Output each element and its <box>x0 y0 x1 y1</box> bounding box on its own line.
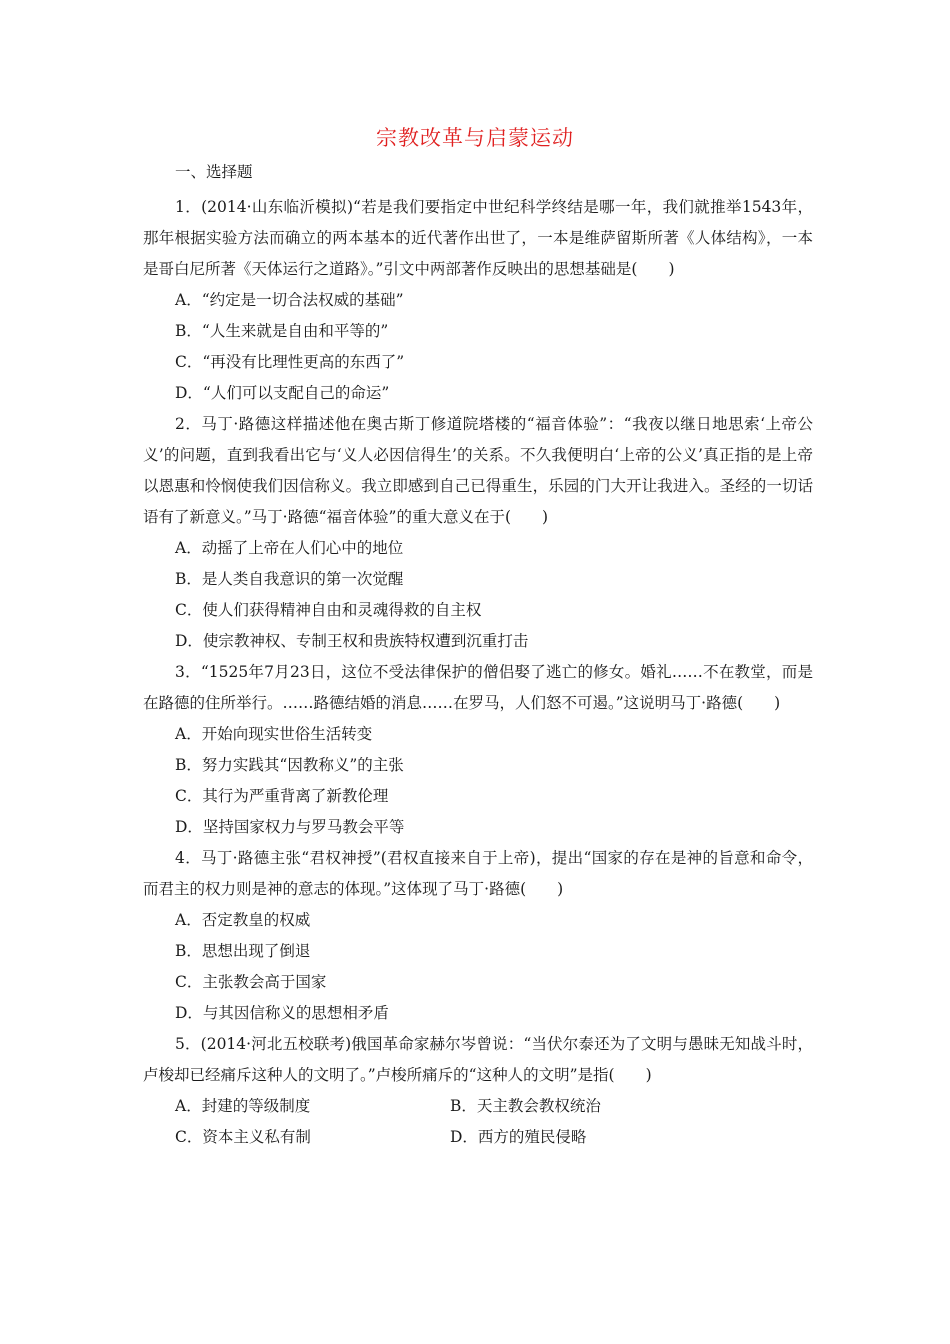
option-a: A．“约定是一切合法权威的基础” <box>175 291 404 309</box>
option-row <box>143 1091 813 1122</box>
option-c: C．主张教会高于国家 <box>175 973 327 991</box>
document-title: 宗教改革与启蒙运动 <box>376 126 574 150</box>
option-b: B．努力实践其“因教称义”的主张 <box>175 756 404 774</box>
option-b: B．是人类自我意识的第一次觉醒 <box>175 570 404 588</box>
option-a: A．封建的等级制度 <box>175 1097 311 1115</box>
question-stem: 1．(2014·山东临沂模拟)“若是我们要指定中世纪科学终结是哪一年，我们就推举1543年，那年根据实验方法而确立的两本基本的近代著作出世了，一本是维萨留斯所著《人体结构》，一本是哥白尼所著《天体运行之道路》。”引文中两部著作反映出的思想基础是( ) <box>143 198 813 278</box>
option-d: D．“人们可以支配自己的命运” <box>175 384 390 402</box>
question-stem: 2．马丁·路德这样描述他在奥古斯丁修道院塔楼的“福音体验”：“我夜以继日地思索‘上帝公义’的问题，直到我看出它与‘义人必因信得生’的关系。不久我便明白‘上帝的公义’真正指的是上帝以恩惠和怜悯使我们因信称义。我立即感到自己已得重生，乐园的门大开让我进入。圣经的一切话语有了新意义。”马丁·路德“福音体验”的重大意义在于( ) <box>143 415 813 526</box>
option-d: D．西方的殖民侵略 <box>450 1128 587 1146</box>
option-c: C．使人们获得精神自由和灵魂得救的自主权 <box>175 601 482 619</box>
option-a: A．动摇了上帝在人们心中的地位 <box>175 539 404 557</box>
option-c: C．资本主义私有制 <box>175 1128 311 1146</box>
option-c: C．“再没有比理性更高的东西了” <box>175 353 405 371</box>
option-row <box>143 1122 813 1153</box>
option-d: D．坚持国家权力与罗马教会平等 <box>175 818 405 836</box>
section-heading: 一、选择题 <box>175 163 253 181</box>
option-d: D．使宗教神权、专制王权和贵族特权遭到沉重打击 <box>175 632 529 650</box>
option-a: A．否定教皇的权威 <box>175 911 311 929</box>
option-c: C．其行为严重背离了新教伦理 <box>175 787 389 805</box>
option-b: B．天主教会教权统治 <box>450 1097 601 1115</box>
question-stem: 5．(2014·河北五校联考)俄国革命家赫尔岑曾说：“当伏尔泰还为了文明与愚昧无知战斗时，卢梭却已经痛斥这种人的文明了。”卢梭所痛斥的“这种人的文明”是指( ) <box>143 1035 813 1084</box>
question-stem: 3．“1525年7月23日，这位不受法律保护的僧侣娶了逃亡的修女。婚礼……不在教堂，而是在路德的住所举行。……路德结婚的消息……在罗马，人们怒不可遏。”这说明马丁·路德( ) <box>143 663 813 712</box>
option-d: D．与其因信称义的思想相矛盾 <box>175 1004 389 1022</box>
option-b: B．思想出现了倒退 <box>175 942 311 960</box>
option-a: A．开始向现实世俗生活转变 <box>175 725 373 743</box>
question-stem: 4．马丁·路德主张“君权神授”(君权直接来自于上帝)，提出“国家的存在是神的旨意和命令，而君主的权力则是神的意志的体现。”这体现了马丁·路德( ) <box>143 849 813 898</box>
option-b: B．“人生来就是自由和平等的” <box>175 322 389 340</box>
question-list <box>143 192 813 1153</box>
